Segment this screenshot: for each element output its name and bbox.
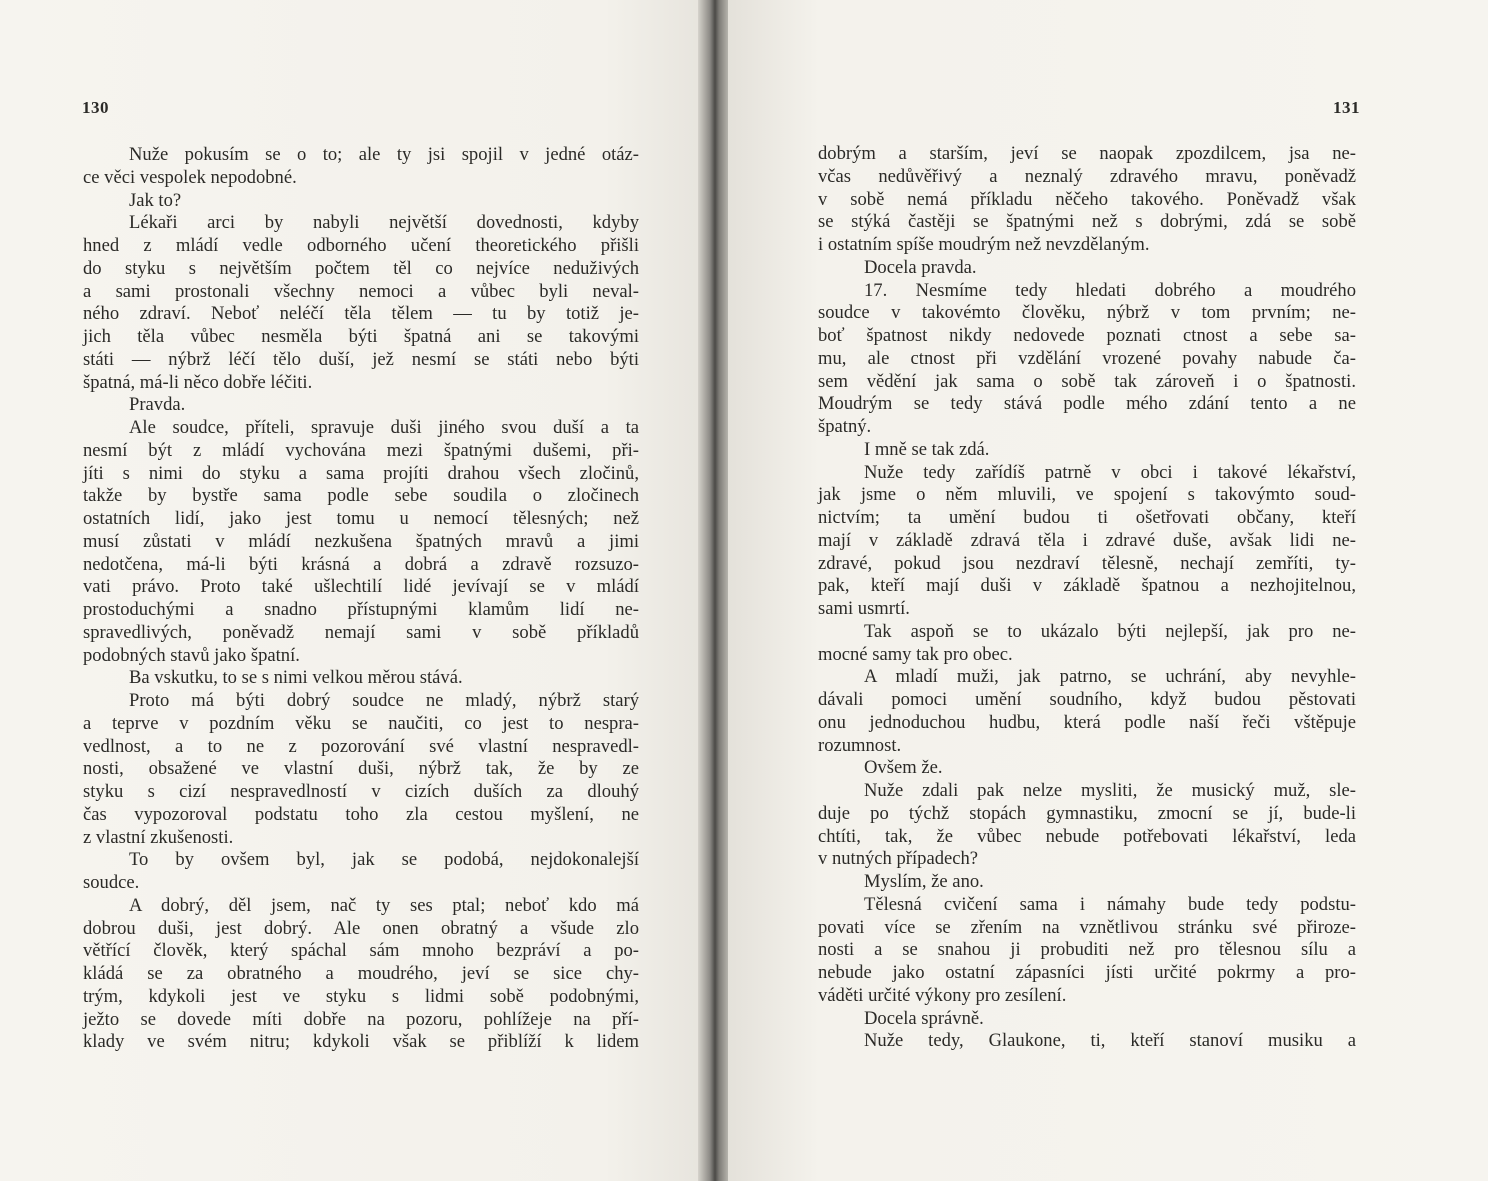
text-line: onu jednoduchou hudbu, která podle naší řeči vštěpuje [818,711,1356,733]
text-line: mocné samy tak pro obec. [818,643,1013,665]
text-line: takže by bystře sama podle sebe soudila o zločinech [83,485,639,507]
text-line: To by ovšem byl, jak se podobá, nejdokonalejší [129,849,639,871]
text-line: Nuže tedy, Glaukone, ti, kteří stanoví musiku a [864,1030,1356,1052]
text-line: trým, kdykoli jest ve styku s lidmi sobě podobnými, [83,985,639,1007]
right-page-number: 131 [1333,98,1360,117]
text-line: rozumnost. [818,734,902,756]
text-line: mají v základě zdravá těla i zdravé duše, avšak lidi ne- [818,529,1356,551]
text-line: Ovšem že. [864,757,943,779]
text-line: mu, ale ctnost při vzdělání vrozené povahy nabude ča- [818,347,1356,369]
text-line: soudce. [83,872,140,893]
left-page [0,0,712,1181]
text-line: v sobě nemá příkladu něčeho takového. Poněvadž však [818,188,1356,210]
text-line: váděti určité výkony pro zesílení. [818,984,1067,1006]
text-line: nebude jako ostatní zápasníci jísti určité pokrmy a pro- [818,962,1356,983]
text-line: A dobrý, děl jsem, nač ty ses ptal; neboť kdo má [129,894,639,916]
text-line: klady ve svém nitru; kdykoli však se přiblíží k lidem [83,1031,639,1053]
text-line: nosti a se snahou ji probuditi než pro tělesnou sílu a [818,939,1356,961]
text-line: duje po týchž stopách gymnastiku, zmocní se jí, bude-li [818,802,1356,824]
text-line: hned z mládí vedle odborného učení theoretického přišli [83,235,639,256]
text-line: styku s cizí nespravedlností v cizích duších za dlouhý [83,781,639,802]
text-line: 17. Nesmíme tedy hledati dobrého a moudrého [864,279,1356,301]
text-line: I mně se tak zdá. [864,438,990,460]
text-line: a sami prostonali všechny nemoci a vůbec byli neval- [83,280,639,302]
text-line: větřící člověk, který spáchal sám mnoho bezpráví a po- [83,940,639,962]
text-line: státi — nýbrž léčí tělo duší, jež nesmí se státi nebo býti [83,348,639,370]
text-line: pak, kteří mají duši v základě špatnou a nezhojitelnou, [818,575,1356,597]
text-line: v nutných případech? [818,848,979,870]
text-line: Lékaři arci by nabyli největší dovednosti, kdyby [129,212,639,234]
text-line: Tak aspoň se to ukázalo býti nejlepší, jak pro ne- [864,620,1356,642]
text-line: a teprve v pozdním věku se naučiti, co jest to nespra- [83,712,639,734]
text-line: Jak to? [129,189,182,211]
text-line: spravedlivých, poněvadž nemají sami v sobě příkladů [83,621,639,643]
text-line: musí zůstati v mládí nezkušena špatných mravů a jimi [83,530,639,552]
text-line: čas vypozoroval podstatu toho zla cestou myšlení, ne [83,803,639,825]
text-line: Docela pravda. [864,256,977,278]
text-line: sami usmrtí. [818,598,910,619]
text-line: ce věci vespolek nepodobné. [83,166,297,188]
text-line: včas nedůvěřivý a neznalý zdravého mravu, poněvadž [818,165,1356,187]
text-line: ježto se dovede míti dobře na pozoru, pohlížeje na pří- [83,1008,639,1030]
left-page-text [83,144,639,1054]
text-line: Nuže tedy zařídíš patrně v obci i takové lékařství, [864,461,1356,483]
text-line: sem vědění jak sama o sobě tak zároveň i o špatnosti. [818,370,1356,392]
text-line: vati právo. Proto také ušlechtilí lidé jevívají se v mládí [83,576,639,598]
text-line: dobrou duši, jest dobrý. Ale onen obratný a všude zlo [83,917,639,939]
text-line: špatný. [818,416,872,437]
text-line: nedotčena, má-li býti krásná a dobrá a zdravě rozsuzo- [83,553,639,575]
text-line: do styku s největším počtem těl co nejvíce neduživých [83,257,639,279]
text-line: povati více se zřením na vznětlivou stránku své přiroze- [818,916,1356,938]
text-line: nesmí být z mládí vychována mezi špatnými dušemi, při- [83,439,639,461]
text-line: Docela správně. [864,1007,984,1029]
text-line: Ba vskutku, to se s nimi velkou měrou stává. [129,667,463,689]
text-line: jich těla vůbec nesměla býti špatná ani se takovými [83,326,639,347]
text-line: špatná, má-li něco dobře léčiti. [83,371,313,393]
text-line: Pravda. [129,394,186,416]
text-line: kládá se za obratného a moudrého, jeví se sice chy- [83,963,639,984]
text-line: nosti, obsažené ve vlastní duši, nýbrž tak, že by ze [83,758,639,780]
text-line: prostoduchými a snadno přístupnými klamům lidí ne- [83,599,639,620]
text-line: Moudrým se tedy stává podle mého zdání tento a ne [818,393,1356,415]
text-line: jak jsme o něm mluvili, ve spojení s takovýmto soud- [818,484,1356,506]
text-line: ostatních lidí, jako jest tomu u nemocí tělesných; než [83,508,639,529]
text-line: dobrým a starším, jeví se naopak zpozdilcem, jsa ne- [818,143,1356,164]
text-line: podobných stavů jako špatní. [83,644,300,666]
text-line: boť špatnost nikdy nedovede poznati ctnost a sebe sa- [818,325,1356,346]
left-page-number: 130 [82,98,109,117]
text-line: A mladí muži, jak patrno, se uchrání, aby nevyhle- [864,666,1356,688]
text-line: Myslím, že ano. [864,871,984,892]
book-gutter [698,0,732,1181]
text-line: zdravé, pokud jsou nezdraví tělesně, nechají zemříti, ty- [818,552,1356,574]
text-line: soudce v takovémto člověku, nýbrž v tom prvním; ne- [818,302,1356,324]
text-line: Nuže pokusím se o to; ale ty jsi spojil v jedné otáz- [129,144,639,165]
text-line: z vlastní zkušenosti. [83,826,234,848]
text-line: Tělesná cvičení sama i námahy bude tedy podstu- [864,893,1356,915]
text-line: dávali pomoci umění soudního, když budou pěstovati [818,689,1356,710]
text-line: nictvím; ta umění budou ti ošetřovati občany, kteří [818,507,1356,528]
text-line: chtíti, tak, že vůbec nebude potřebovati lékařství, leda [818,825,1356,847]
text-line: i ostatním spíše moudrým než nevzdělaným. [818,234,1150,255]
text-line: vedlnost, a to ne z pozorování své vlastní nespravedl- [83,735,639,757]
text-line: se stýká častěji se špatnými než s dobrými, zdá se sobě [818,211,1356,233]
text-line: jíti s nimi do styku a sama projíti drahou všech zločinů, [83,462,639,484]
right-page-text [818,143,1356,1053]
text-line: Nuže zdali pak nelze mysliti, že musický muž, sle- [864,780,1356,801]
text-line: Ale soudce, příteli, spravuje duši jiného svou duší a ta [129,417,639,438]
text-line: ného zdraví. Neboť neléčí těla tělem — tu by totiž je- [83,303,639,325]
text-line: Proto má býti dobrý soudce ne mladý, nýbrž starý [129,690,639,711]
